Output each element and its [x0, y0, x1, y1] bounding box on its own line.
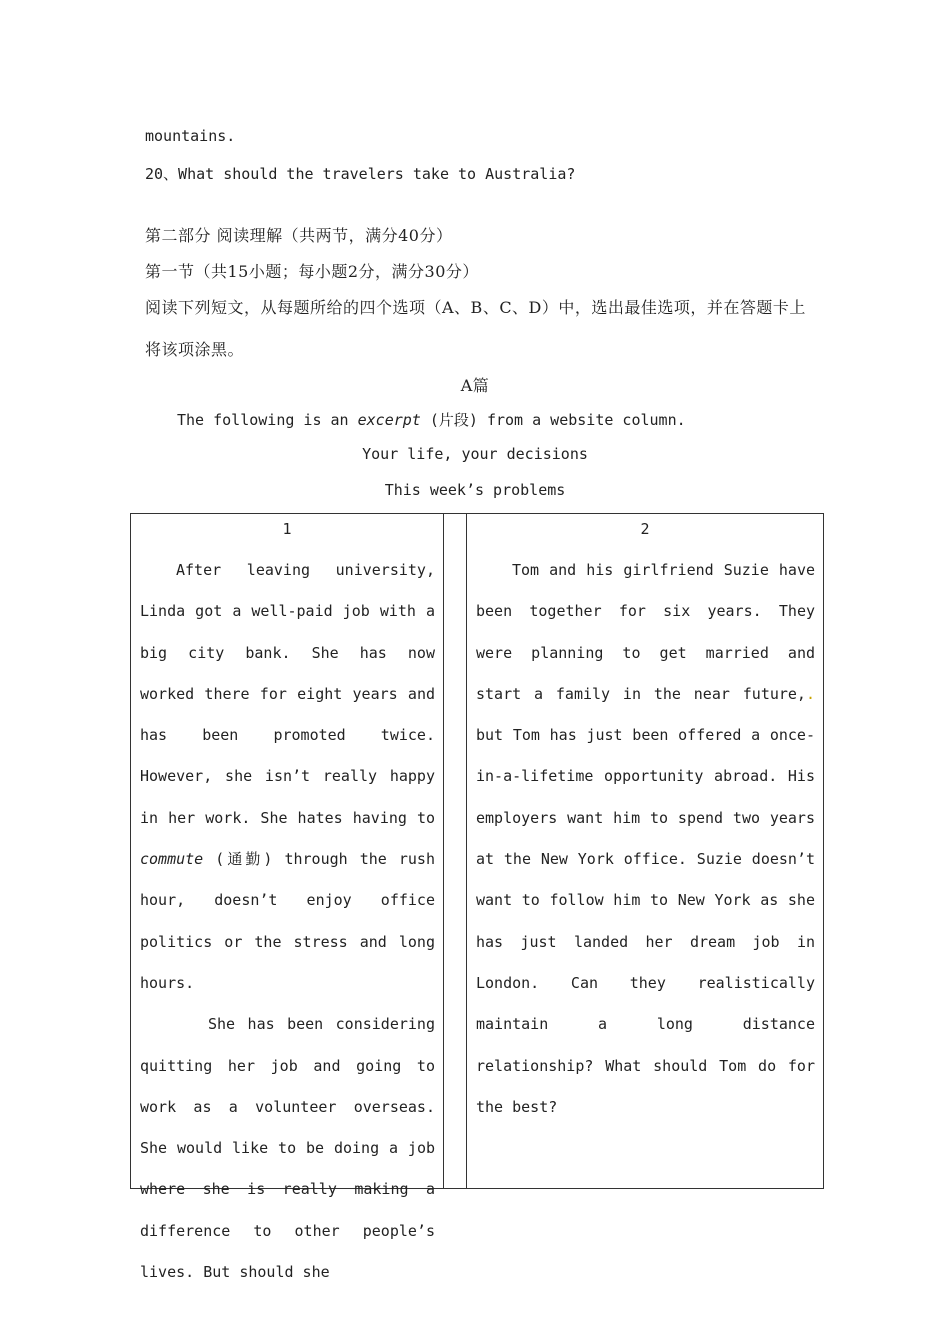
edit-mark-icon: . [805, 684, 815, 703]
passage-heading: A篇 [460, 376, 490, 395]
instruction-line-2: 将该项涂黑。 [145, 340, 245, 359]
section-part-heading: 第二部分 阅读理解（共两节，满分40分） [145, 226, 453, 245]
problem-cell-1 [131, 514, 444, 1282]
question-20: 20、What should the travelers take to Australia? [145, 165, 576, 183]
problem-number-2: 2 [640, 520, 650, 538]
subsection-heading: 第一节（共15小题；每小题2分，满分30分） [145, 262, 479, 281]
intro-text-after: (片段) from a website column. [420, 411, 686, 429]
instruction-line-1: 阅读下列短文，从每题所给的四个选项（A、B、C、D）中，选出最佳选项，并在答题卡上 [145, 298, 806, 317]
problem-1-paragraph-2: She has been considering quitting her job and going to work as a volunteer overseas. She would like to be doing a job where she is really making a difference to other people’s lives. But should she [140, 1015, 435, 1282]
problem-2-paragraph-1 [467, 550, 823, 1128]
text-line-mountains: mountains. [145, 127, 236, 145]
p1-text-a: After leaving university, Linda got a well-paid job with a big city bank. She has now worked there for eight years and has been promoted twice. However, she isn’t really happy in her work. She hates having to [140, 561, 435, 827]
column-subtitle: This week’s problems [384, 481, 566, 499]
intro-text-before: The following is an [177, 411, 358, 429]
p1-text-b: (通勤) through the rush hour, doesn’t enjoy office politics or the stress and long hours. [140, 850, 435, 992]
problems-table [130, 513, 824, 1282]
intro-emphasis: excerpt [357, 411, 421, 429]
table-gap-column [444, 514, 467, 1189]
passage-intro [177, 409, 686, 430]
problem-number-1: 1 [282, 520, 292, 538]
p1-emphasis: commute [140, 850, 204, 869]
problem-1-paragraph-1 [131, 550, 443, 1004]
problem-cell-2 [467, 514, 824, 1189]
column-title: Your life, your decisions [362, 445, 588, 463]
p2-text-b: but Tom has just been offered a once-in-a-lifetime opportunity abroad. His employers want him to spend two years at the New York office. Suzie doesn’t want to follow him to New York as she has just landed her dream job in London. Can they realistically maintain a long distance relationship? What should Tom do for the best? [476, 726, 815, 1116]
p2-text-a: Tom and his girlfriend Suzie have been together for six years. They were planning to get married and start a family in the near future, [476, 561, 815, 703]
